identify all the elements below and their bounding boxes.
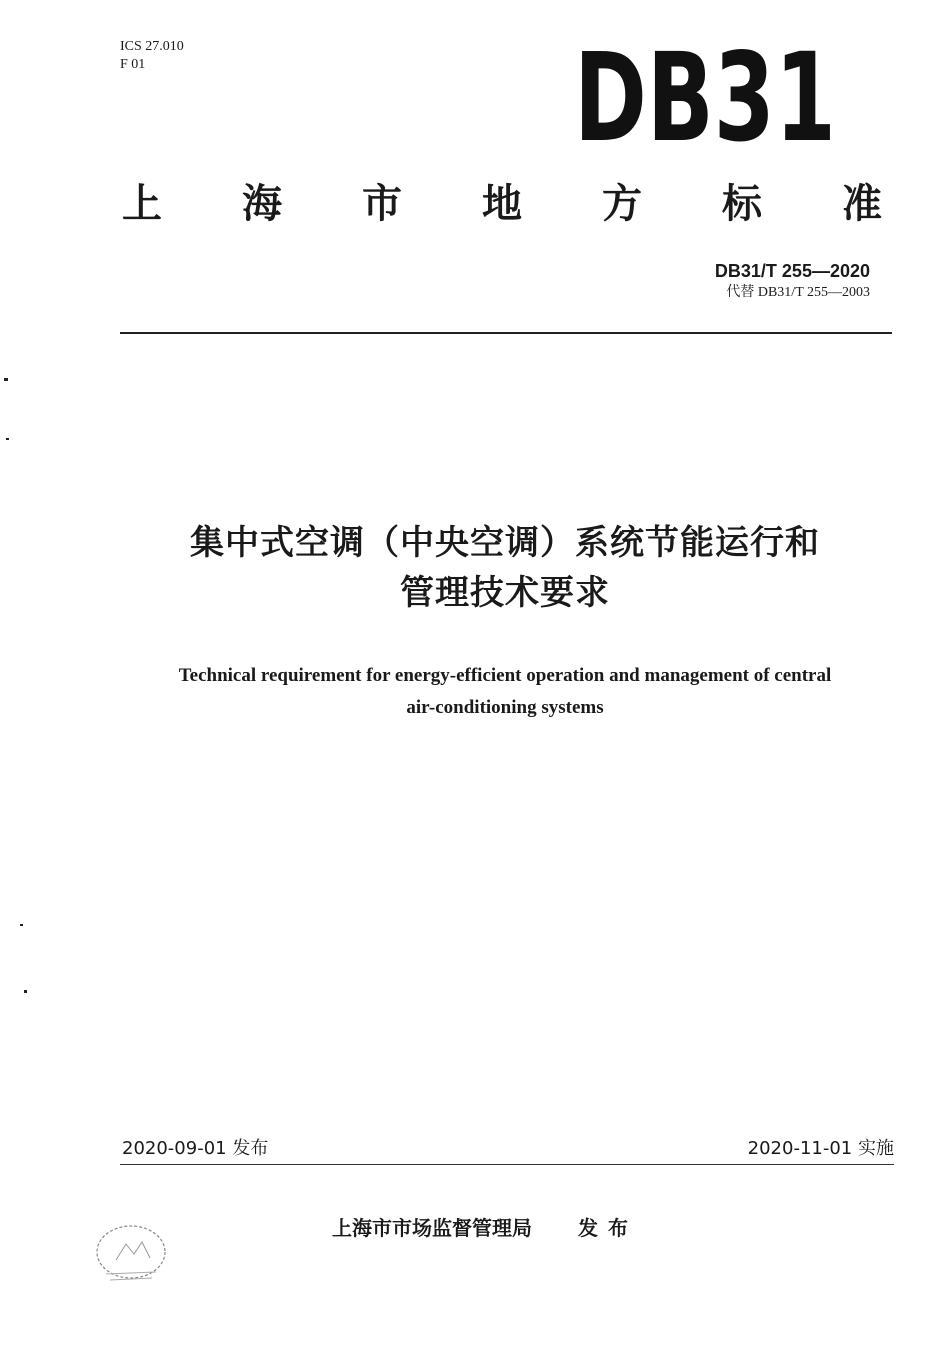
classification-codes (120, 38, 184, 74)
replaces-standard: 代替 DB31/T 255—2003 (726, 285, 870, 300)
implementation-date: 2020-11-01 实施 (747, 1138, 894, 1159)
ics-code: ICS 27.010 (120, 39, 184, 54)
document-title-en (110, 660, 900, 724)
category-code: F 01 (120, 57, 146, 72)
standard-type-char: 准 (842, 181, 882, 227)
header-divider (120, 332, 892, 334)
standard-number: DB31/T 255—2020 (714, 261, 870, 281)
standard-type-char: 市 (362, 181, 402, 227)
title-cn-line-2: 管理技术要求 (400, 573, 610, 613)
standard-type-char: 地 (482, 181, 522, 227)
standard-type-title (122, 176, 882, 232)
standard-type-char: 上 (122, 181, 162, 227)
issue-date: 2020-09-01 发布 (122, 1138, 269, 1159)
standard-type-char: 方 (602, 181, 642, 227)
standard-number-block (715, 260, 870, 302)
seal-stamp (86, 1216, 176, 1296)
title-en-line-1: Technical requirement for energy-efficient operation and management of central (178, 665, 832, 686)
issuer-action: 发布 (578, 1216, 638, 1240)
issuer-name: 上海市市场监督管理局 (332, 1216, 532, 1240)
title-en-line-2: air-conditioning systems (406, 697, 604, 718)
scan-speck (4, 378, 8, 381)
standard-type-char: 海 (242, 181, 282, 227)
date-row (122, 1134, 894, 1160)
scan-speck (20, 924, 23, 926)
scan-speck (6, 438, 9, 440)
document-title-cn (110, 518, 900, 618)
db31-logo-text: DB31 (574, 27, 836, 169)
scan-speck (24, 990, 27, 993)
title-cn-line-1: 集中式空调（中央空调）系统节能运行和 (190, 523, 820, 563)
standard-type-char: 标 (722, 181, 762, 227)
footer-divider (120, 1164, 894, 1165)
db31-logo (572, 27, 838, 169)
issuing-authority (332, 1212, 638, 1241)
